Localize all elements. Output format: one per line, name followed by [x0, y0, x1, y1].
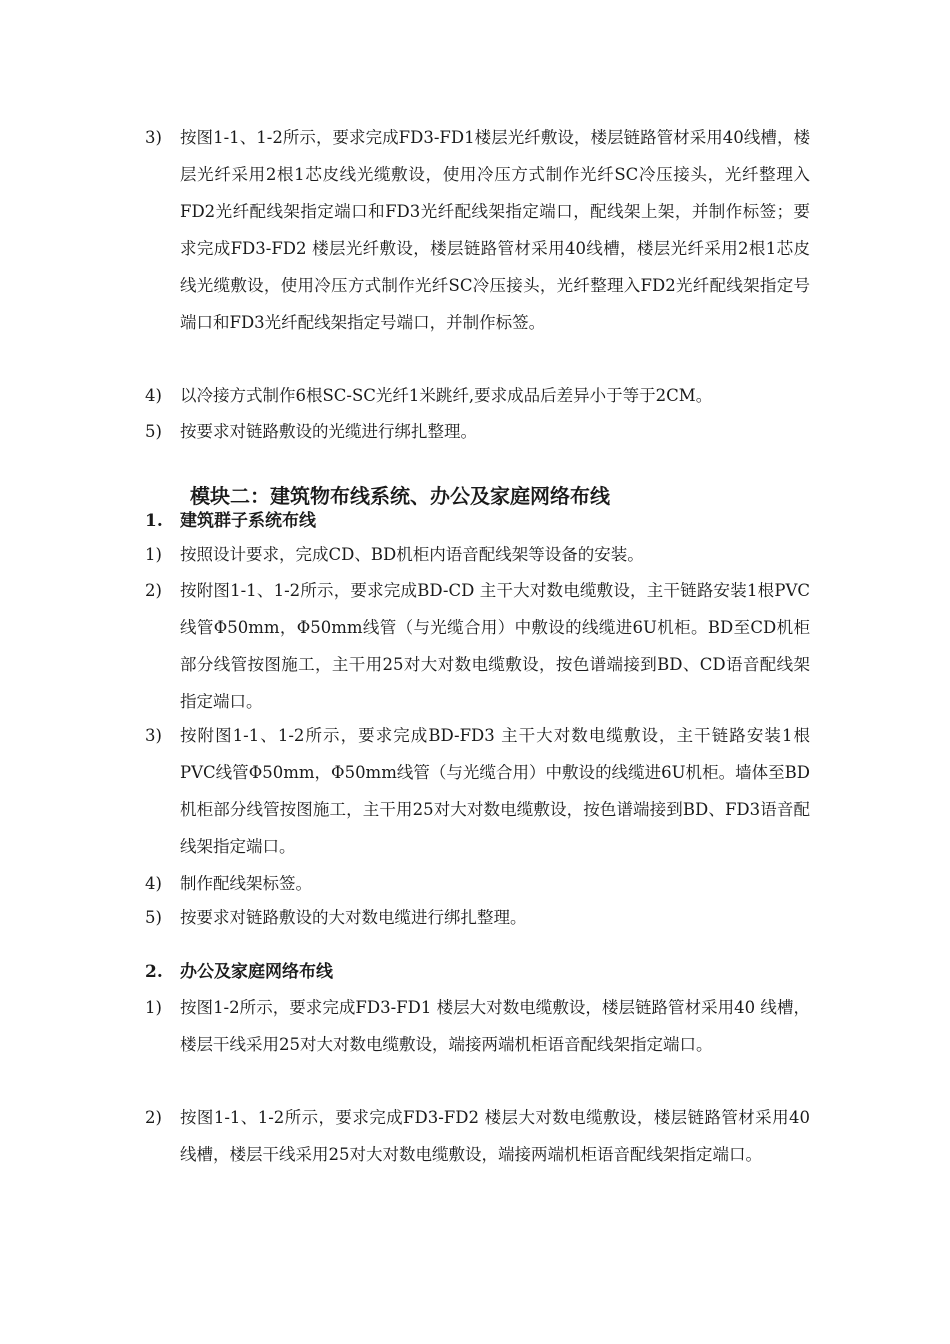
item-text: 按图1-1、1-2所示，要求完成FD3-FD1楼层光纤敷设，楼层链路管材采用40线槽，楼层光纤采用2根1芯皮线光缆敷设，使用冷压方式制作光纤SC冷压接头，光纤整理入FD2光纤配线架指定端口和FD3光纤配线架指定端口，配线架上架，并制作标签；要求完成FD3-FD2 楼层光纤敷设，楼层链路管材采用40线槽，楼层光纤采用2根1芯皮线光缆敷设，使用冷压方式制作光纤SC冷压接头，光纤整理入FD2光纤配线架指定号端口和FD3光纤配线架指定号端口，并制作标签。	[180, 128, 810, 332]
list-item	[145, 413, 810, 450]
section-number: 1.	[145, 511, 163, 531]
item-text: 按图1-2所示，要求完成FD3-FD1 楼层大对数电缆敷设，楼层链路管材采用40 线槽，楼层干线采用25对大对数电缆敷设，端接两端机柜语音配线架指定端口。	[180, 998, 810, 1054]
item-number: 5)	[145, 422, 162, 441]
list-item	[145, 717, 810, 865]
item-number: 2)	[145, 581, 162, 600]
item-text: 按要求对链路敷设的光缆进行绑扎整理。	[180, 422, 477, 441]
list-item	[145, 572, 810, 720]
list-item	[145, 1099, 810, 1173]
section-title: 办公及家庭网络布线	[180, 962, 333, 982]
item-number: 3)	[145, 128, 162, 147]
item-number: 4)	[145, 874, 162, 893]
item-text: 以冷接方式制作6根SC-SC光纤1米跳纤,要求成品后差异小于等于2CM。	[180, 386, 713, 405]
list-item	[145, 989, 810, 1063]
item-number: 1)	[145, 998, 162, 1017]
list-item	[145, 377, 810, 414]
item-text: 按图1-1、1-2所示，要求完成FD3-FD2 楼层大对数电缆敷设，楼层链路管材采用40线槽，楼层干线采用25对大对数电缆敷设，端接两端机柜语音配线架指定端口。	[180, 1108, 810, 1164]
item-number: 3)	[145, 726, 162, 745]
list-item	[145, 119, 810, 341]
section-heading	[145, 957, 333, 987]
item-text: 按附图1-1、1-2所示，要求完成BD-CD 主干大对数电缆敷设，主干链路安装1根PVC线管Φ50mm，Φ50mm线管（与光缆合用）中敷设的线缆进6U机柜。BD至CD机柜部分线管按图施工，主干用25对大对数电缆敷设，按色谱端接到BD、CD语音配线架指定端口。	[180, 581, 810, 711]
module-heading: 模块二：建筑物布线系统、办公及家庭网络布线	[190, 484, 610, 508]
item-text: 按附图1-1、1-2所示，要求完成BD-FD3 主干大对数电缆敷设，主干链路安装1根PVC线管Φ50mm，Φ50mm线管（与光缆合用）中敷设的线缆进6U机柜。墙体至BD机柜部分线管按图施工，主干用25对大对数电缆敷设，按色谱端接到BD、FD3语音配线架指定端口。	[180, 726, 810, 856]
item-text: 按照设计要求，完成CD、BD机柜内语音配线架等设备的安装。	[180, 545, 644, 564]
list-item	[145, 536, 810, 573]
item-text: 制作配线架标签。	[180, 874, 312, 893]
section-heading	[145, 506, 316, 536]
section-number: 2.	[145, 962, 163, 982]
item-number: 1)	[145, 545, 162, 564]
section-title: 建筑群子系统布线	[180, 511, 316, 531]
item-number: 2)	[145, 1108, 162, 1127]
item-number: 4)	[145, 386, 162, 405]
item-number: 5)	[145, 908, 162, 927]
list-item	[145, 899, 810, 936]
item-text: 按要求对链路敷设的大对数电缆进行绑扎整理。	[180, 908, 527, 927]
list-item	[145, 865, 810, 902]
